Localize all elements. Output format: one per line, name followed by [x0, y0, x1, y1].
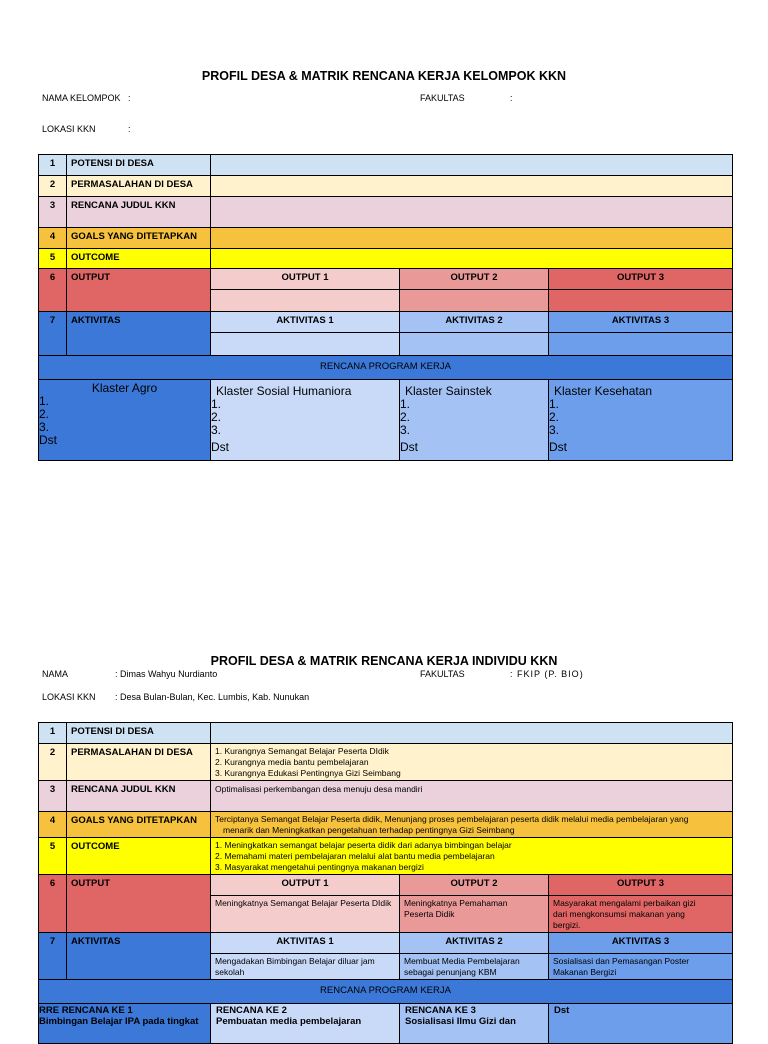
output-1-header: OUTPUT 1	[211, 875, 400, 896]
permasalahan-item: 1. Kurangnya Semangat Belajar Peserta DIdik	[215, 746, 389, 756]
output-3-line: Masyarakat mengalami perbaikan gizi	[553, 898, 696, 908]
output-2-cell	[400, 896, 549, 933]
ind-lokasi-value: : Desa Bulan-Bulan, Kec. Lumbis, Kab. Nunukan	[115, 692, 310, 702]
klaster-kesehatan-line: 1.	[549, 397, 560, 411]
row-label: OUTPUT	[67, 269, 211, 312]
program-kerja-header: RENCANA PROGRAM KERJA	[39, 356, 733, 380]
group-lokasi-label: LOKASI KKN	[42, 124, 96, 134]
outcome-item: 2. Memahami materi pembelajaran melalui alat bantu media pembelajaran	[215, 851, 495, 861]
row-label: AKTIVITAS	[67, 933, 211, 980]
aktivitas-2-cell	[400, 954, 549, 980]
klaster-kesehatan-line: 2.	[549, 410, 560, 424]
row-number: 4	[39, 228, 67, 249]
output-2-cell	[400, 290, 549, 312]
aktivitas-3-header: AKTIVITAS 3	[549, 312, 733, 333]
program-kerja-header: RENCANA PROGRAM KERJA	[39, 980, 733, 1004]
klaster-sainstek-cell	[400, 380, 549, 461]
group-form-title: PROFIL DESA & MATRIK RENCANA KERJA KELOMPOK KKN	[201, 69, 567, 83]
goals-line: Terciptanya Semangat Belajar Peserta didik, Menunjang proses pembelajaran peserta didik melalui media pembelajaran yang	[215, 814, 689, 824]
row-number: 5	[39, 249, 67, 269]
ind-nama-value: : Dimas Wahyu Nurdianto	[115, 669, 218, 679]
ind-fakultas-label: FAKULTAS	[420, 669, 465, 679]
klaster-soshum-cell	[211, 380, 400, 461]
row-label: GOALS YANG DITETAPKAN	[67, 228, 211, 249]
klaster-soshum-title: Klaster Sosial Humaniora	[216, 384, 352, 398]
rencana-1-desc: Bimbingan Belajar IPA pada tingkat	[39, 1016, 199, 1027]
group-matrix-table	[38, 154, 733, 461]
row-number: 6	[39, 875, 67, 933]
permasalahan-item: 3. Kurangnya Edukasi Pentingnya Gizi Seimbang	[215, 768, 401, 778]
rencana-4-title: Dst	[554, 1005, 570, 1016]
aktivitas-1-line: sekolah	[215, 967, 245, 977]
row-label: POTENSI DI DESA	[67, 723, 211, 744]
klaster-agro-title: Klaster Agro	[91, 381, 158, 395]
aktivitas-3-line: Sosialisasi dan Pemasangan Poster	[553, 956, 690, 966]
output-3-cell	[549, 290, 733, 312]
output-2-header: OUTPUT 2	[400, 269, 549, 290]
aktivitas-1-header: AKTIVITAS 1	[211, 312, 400, 333]
aktivitas-1-line: Mengadakan Bimbingan Belajar diluar jam	[215, 956, 375, 966]
group-fakultas-sep: :	[510, 93, 513, 103]
rencana-2-title: RENCANA KE 2	[216, 1005, 287, 1016]
permasalahan-cell	[211, 176, 733, 197]
permasalahan-cell	[211, 744, 733, 781]
klaster-kesehatan-title: Klaster Kesehatan	[554, 384, 653, 398]
aktivitas-3-header: AKTIVITAS 3	[549, 933, 733, 954]
potensi-cell	[211, 723, 733, 744]
outcome-cell	[211, 838, 733, 875]
rencana-judul-cell: Optimalisasi perkembangan desa menuju desa mandiri	[211, 781, 733, 812]
goals-line: menarik dan Meningkatkan pengetahuan terhadap pentingnya Gizi Seimbang	[223, 825, 515, 835]
klaster-kesehatan-line: Dst	[549, 440, 567, 454]
ind-nama-label: NAMA	[42, 669, 69, 679]
klaster-sainstek-line: 2.	[400, 410, 411, 424]
goals-cell	[211, 228, 733, 249]
output-3-line: bergizi.	[553, 920, 581, 930]
klaster-soshum-line: 1.	[211, 397, 222, 411]
outcome-item: 3. Masyarakat mengetahui pentingnya makanan bergizi	[215, 862, 424, 872]
group-fakultas-label: FAKULTAS	[420, 93, 465, 103]
aktivitas-3-cell	[549, 954, 733, 980]
potensi-cell	[211, 155, 733, 176]
row-label: OUTCOME	[67, 249, 211, 269]
klaster-sainstek-line: 3.	[400, 423, 411, 437]
rencana-3-desc: Sosialisasi Ilmu Gizi dan	[405, 1016, 516, 1027]
aktivitas-3-cell	[549, 333, 733, 356]
klaster-soshum-line: 3.	[211, 423, 222, 437]
row-number: 7	[39, 933, 67, 980]
klaster-kesehatan-cell	[549, 380, 733, 461]
row-label: GOALS YANG DITETAPKAN	[67, 812, 211, 838]
output-3-line: dari mengkonsumsi makanan yang	[553, 909, 685, 919]
klaster-agro-line: 2.	[39, 407, 50, 421]
outcome-item: 1. Meningkatkan semangat belajar peserta didik dari adanya bimbingan belajar	[215, 840, 512, 850]
klaster-agro-line: 1.	[39, 394, 50, 408]
klaster-kesehatan-line: 3.	[549, 423, 560, 437]
klaster-sainstek-title: Klaster Sainstek	[405, 384, 492, 398]
aktivitas-2-header: AKTIVITAS 2	[400, 933, 549, 954]
row-number: 5	[39, 838, 67, 875]
output-1-header: OUTPUT 1	[211, 269, 400, 290]
individual-matrix-table	[38, 722, 733, 1044]
individual-form-title: PROFIL DESA & MATRIK RENCANA KERJA INDIVIDU KKN	[210, 654, 558, 668]
goals-cell	[211, 812, 733, 838]
aktivitas-2-header: AKTIVITAS 2	[400, 312, 549, 333]
output-2-line: Meningkatnya Pemahaman	[404, 898, 508, 908]
klaster-agro-line: 3.	[39, 420, 50, 434]
row-number: 2	[39, 176, 67, 197]
row-label: OUTCOME	[67, 838, 211, 875]
row-number: 3	[39, 197, 67, 228]
aktivitas-1-cell	[211, 954, 400, 980]
row-label: POTENSI DI DESA	[67, 155, 211, 176]
output-1-cell: Meningkatnya Semangat Belajar Peserta DIdik	[211, 896, 400, 933]
rencana-1-title: RRE RENCANA KE 1	[39, 1005, 133, 1016]
output-2-header: OUTPUT 2	[400, 875, 549, 896]
aktivitas-1-cell	[211, 333, 400, 356]
rencana-3-title: RENCANA KE 3	[405, 1005, 476, 1016]
row-number: 6	[39, 269, 67, 312]
row-number: 1	[39, 155, 67, 176]
klaster-soshum-line: 2.	[211, 410, 222, 424]
row-label: RENCANA JUDUL KKN	[67, 781, 211, 812]
klaster-sainstek-line: 1.	[400, 397, 411, 411]
ind-fakultas-value: : FKIP (P. BIO)	[510, 669, 584, 679]
rencana-judul-cell	[211, 197, 733, 228]
group-nama-label: NAMA KELOMPOK	[42, 93, 121, 103]
rencana-2-desc: Pembuatan media pembelajaran	[216, 1016, 362, 1027]
group-nama-sep: :	[128, 93, 131, 103]
output-1-cell	[211, 290, 400, 312]
aktivitas-2-line: sebagai penunjang KBM	[404, 967, 497, 977]
row-label: RENCANA JUDUL KKN	[67, 197, 211, 228]
klaster-agro-line: Dst	[39, 433, 57, 447]
output-3-cell	[549, 896, 733, 933]
klaster-soshum-line: Dst	[211, 440, 229, 454]
output-3-header: OUTPUT 3	[549, 875, 733, 896]
row-label: PERMASALAHAN DI DESA	[67, 176, 211, 197]
output-3-header: OUTPUT 3	[549, 269, 733, 290]
klaster-sainstek-line: Dst	[400, 440, 418, 454]
aktivitas-2-line: Membuat Media Pembelajaran	[404, 956, 520, 966]
row-number: 2	[39, 744, 67, 781]
aktivitas-3-line: Makanan Bergizi	[553, 967, 617, 977]
group-lokasi-sep: :	[128, 124, 131, 134]
aktivitas-2-cell	[400, 333, 549, 356]
row-number: 4	[39, 812, 67, 838]
row-label: OUTPUT	[67, 875, 211, 933]
row-number: 1	[39, 723, 67, 744]
row-number: 7	[39, 312, 67, 356]
row-label: PERMASALAHAN DI DESA	[67, 744, 211, 781]
row-number: 3	[39, 781, 67, 812]
ind-lokasi-label: LOKASI KKN	[42, 692, 96, 702]
aktivitas-1-header: AKTIVITAS 1	[211, 933, 400, 954]
outcome-cell	[211, 249, 733, 269]
klaster-agro-cell	[39, 380, 211, 461]
row-label: AKTIVITAS	[67, 312, 211, 356]
permasalahan-item: 2. Kurangnya media bantu pembelajaran	[215, 757, 369, 767]
output-2-line: Peserta Didik	[404, 909, 455, 919]
